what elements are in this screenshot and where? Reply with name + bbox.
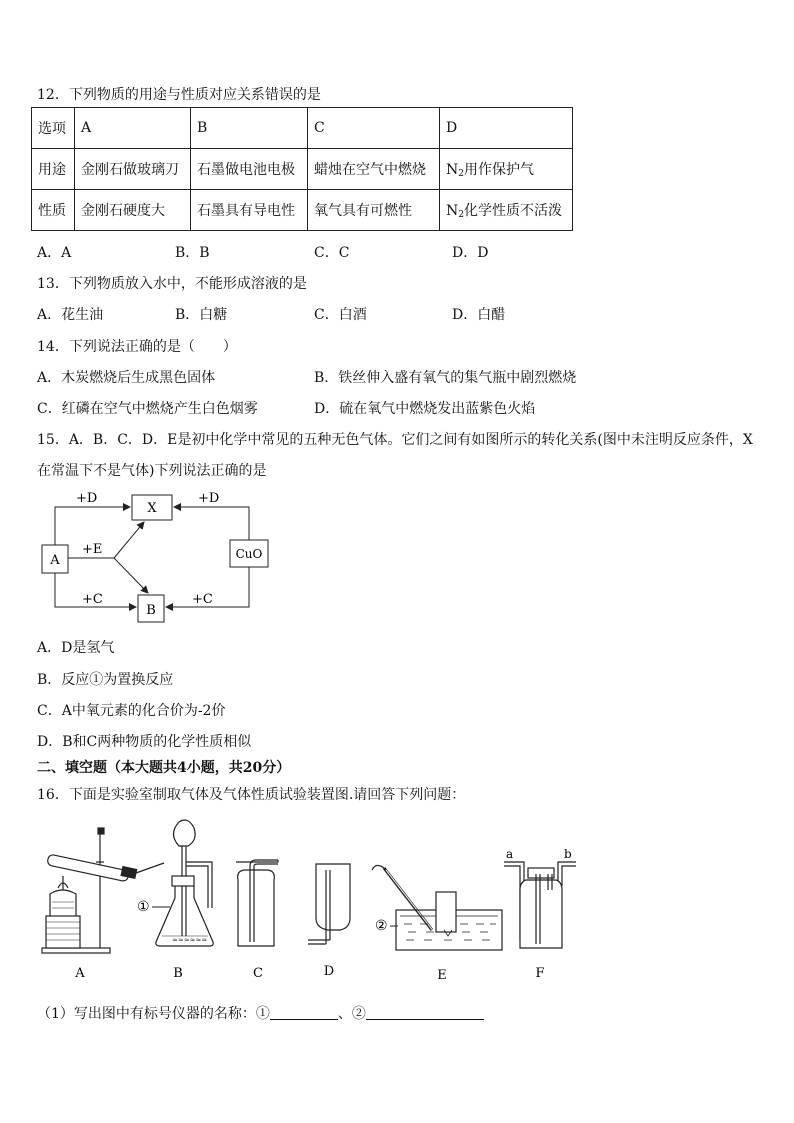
apparatus-label-f: F [535, 966, 545, 981]
edge-label-middle: +E [82, 542, 103, 557]
apparatus-f-washing-bottle [504, 862, 576, 948]
apparatus-label-a: A [75, 966, 85, 981]
table-cell: 用途 [32, 149, 75, 190]
table-row [32, 108, 573, 149]
apparatus-label-e: E [437, 968, 447, 983]
formula-subscript: 2 [458, 169, 464, 179]
marker-circle-1: ① [137, 899, 150, 915]
q14-option-a: A．木炭燃烧后生成黑色固体 [37, 370, 216, 386]
q15-stem-line2: 在常温下不是气体)下列说法正确的是 [37, 463, 267, 479]
q16-sub1-separator: 、② [337, 1006, 366, 1022]
edge-cuo-to-x [174, 507, 249, 540]
cell-text: 用作保护气 [463, 162, 534, 178]
node-a-label: A [50, 553, 60, 568]
q16-sub1 [37, 1003, 484, 1023]
table-cell: 金刚石做玻璃刀 [75, 149, 191, 190]
q15-conversion-diagram [38, 485, 278, 630]
cell-text: 化学性质不活泼 [463, 203, 562, 219]
apparatus-a-heating-setup [42, 828, 164, 953]
answer-blank-2[interactable] [366, 1005, 484, 1020]
node-cuo-label: CuO [235, 547, 263, 561]
table-cell: B [191, 108, 308, 149]
q14-option-c: C．红磷在空气中燃烧产生白色烟雾 [37, 401, 258, 417]
q15-option-c: C．A中氧元素的化合价为-2价 [37, 703, 226, 719]
table-row [32, 149, 573, 190]
table-cell: 选项 [32, 108, 75, 149]
table-cell [440, 190, 573, 231]
apparatus-b-conical-flask [156, 820, 213, 946]
apparatus-label-c: C [253, 966, 263, 981]
q12-option-b: B．B [175, 245, 210, 261]
table-cell: 金刚石硬度大 [75, 190, 191, 231]
q14-option-d: D．硫在氧气中燃烧发出蓝紫色火焰 [314, 401, 536, 417]
q13-option-c: C．白酒 [314, 307, 367, 323]
table-cell: D [440, 108, 573, 149]
table-cell: A [75, 108, 191, 149]
q14-stem: 14．下列说法正确的是（ ） [37, 339, 237, 355]
section-heading: 二、填空题（本大题共4小题，共20分） [37, 760, 291, 776]
q15-option-d: D．B和C两种物质的化学性质相似 [37, 734, 252, 750]
apparatus-c-gas-jar [232, 860, 278, 946]
edge-a-to-x [55, 507, 130, 545]
q13-option-b: B．白糖 [175, 307, 228, 323]
table-cell: 石墨做电池电极 [191, 149, 308, 190]
q12-table [31, 107, 573, 231]
formula-n: N [446, 203, 459, 219]
q12-option-a: A．A [37, 245, 72, 261]
table-cell: C [308, 108, 440, 149]
apparatus-d-inverted-jar [308, 864, 350, 944]
node-x-label: X [147, 501, 157, 516]
q13-option-a: A．花生油 [37, 307, 104, 323]
svg-text:≈≈≈≈≈≈: ≈≈≈≈≈≈ [172, 936, 208, 944]
tube-a-label: a [506, 847, 514, 861]
formula-subscript: 2 [458, 210, 464, 220]
q13-option-d: D．白醋 [452, 307, 506, 323]
node-b-label: B [146, 603, 156, 618]
edge-e-to-b [114, 558, 148, 593]
table-cell: 蜡烛在空气中燃烧 [308, 149, 440, 190]
q14-option-b: B．铁丝伸入盛有氧气的集气瓶中剧烈燃烧 [314, 370, 577, 386]
q13-stem: 13．下列物质放入水中，不能形成溶液的是 [37, 276, 307, 292]
q16-stem: 16．下面是实验室制取气体及气体性质试验装置图.请回答下列问题： [37, 787, 466, 803]
answer-blank-1[interactable] [270, 1005, 338, 1020]
apparatus-e-water-trough [372, 865, 502, 950]
q16-sub1-prefix: （1）写出图中有标号仪器的名称：① [37, 1006, 270, 1022]
edge-label-bottom-left: +C [82, 592, 103, 607]
apparatus-label-d: D [323, 964, 335, 979]
table-cell: 氧气具有可燃性 [308, 190, 440, 231]
q15-stem-line1: 15．A．B．C．D．E是初中化学中常见的五种无色气体。它们之间有如图所示的转化关系(图中未注明反应条件，X [37, 432, 753, 448]
table-cell: 性质 [32, 190, 75, 231]
q12-option-c: C．C [314, 245, 350, 261]
edge-label-top-right: +D [198, 491, 220, 506]
table-cell: 石墨具有导电性 [191, 190, 308, 231]
edge-label-top-left: +D [76, 491, 98, 506]
q16-apparatus-figure [36, 818, 596, 988]
marker-circle-2: ② [375, 918, 388, 934]
q12-stem: 12．下列物质的用途与性质对应关系错误的是 [37, 87, 321, 103]
apparatus-label-b: B [173, 966, 183, 981]
table-cell [440, 149, 573, 190]
q15-option-b: B．反应①为置换反应 [37, 672, 174, 688]
formula-n: N [446, 162, 459, 178]
q12-option-d: D．D [452, 245, 489, 261]
edge-label-bottom-right: +C [192, 592, 213, 607]
table-row [32, 190, 573, 231]
q15-option-a: A．D是氢气 [37, 640, 115, 656]
edge-e-to-x [114, 522, 144, 558]
tube-b-label: b [564, 847, 572, 861]
